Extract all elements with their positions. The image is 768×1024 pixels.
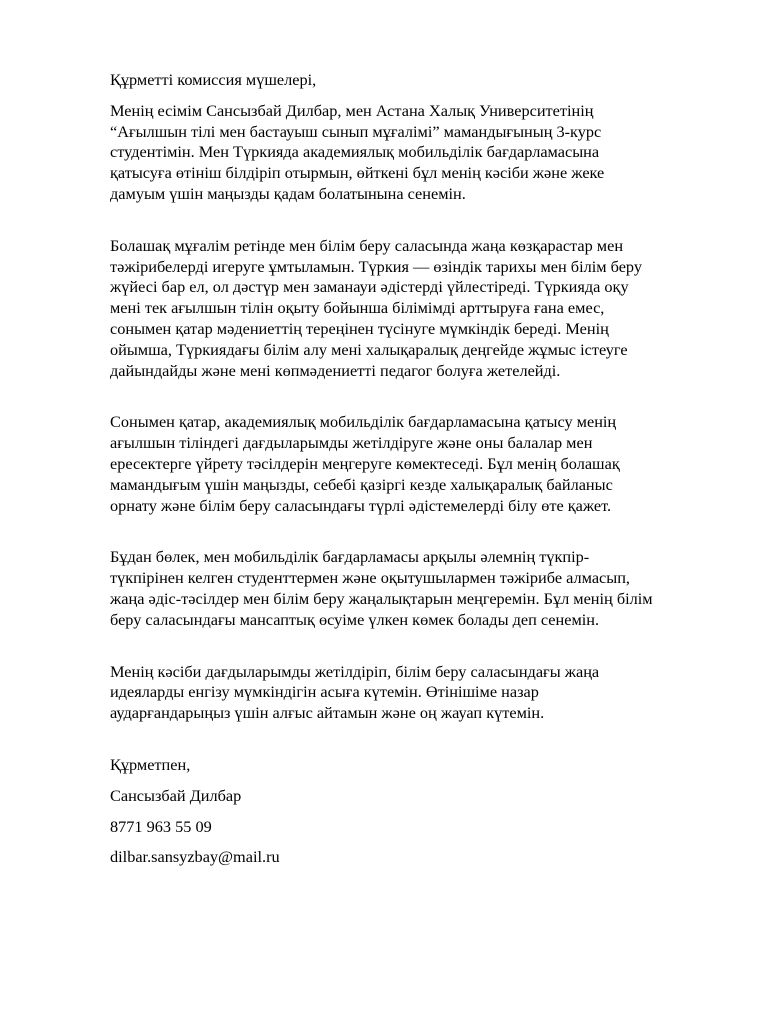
paragraph-2 [110,236,722,382]
paragraph-line: мамандығым үшін маңызды, себебі қазіргі кезде халықаралық байланыс [110,474,613,494]
paragraph-line: Сонымен қатар, академиялық мобильділік бағдарламасына қатысу менің [110,412,617,432]
paragraph-line: идеяларды енгізу мүмкіндігін асыға күтемін. Өтінішіме назар [110,682,539,702]
paragraph-spacer [110,631,722,662]
paragraph-line: ойымша, Түркиядағы білім алу мені халықаралық деңгейде жұмыс істеуге [110,339,628,359]
paragraph-line: мені тек ағылшын тілін оқыту бойынша білімімді арттыруға ғана емес, [110,298,605,318]
paragraph-line: ересектерге үйрету тәсілдерін меңгеруге көмектеседі. Бұл менің болашақ [110,453,620,473]
paragraph-line: “Ағылшын тілі мен бастауыш сынып мұғалімі” мамандығының 3-курс [110,121,602,141]
letter-page [110,70,722,868]
paragraph-line: дайындайды және мені көпмәдениетті педагог болуға жетелейді. [110,360,561,380]
paragraph-line: Бұдан бөлек, мен мобильділік бағдарламасы арқылы әлемнің түкпір- [110,547,590,567]
signature-name: Сансызбай Дилбар [110,785,242,805]
paragraph-line: орнату және білім беру саласындағы түрлі әдістемелерді білу өте қажет. [110,495,612,515]
paragraph-line: аударғандарыңыз үшін алғыс айтамын және оң жауап күтемін. [110,703,545,723]
signature-phone: 8771 963 55 09 [110,816,212,836]
closing-line: Құрметпен, [110,754,191,774]
paragraph-line: жаңа әдіс-тәсілдер мен білім беру жаңалықтарын меңгеремін. Бұл менің білім [110,588,653,608]
paragraph-line: ағылшын тіліндегі дағдыларымды жетілдіруге және оны балалар мен [110,433,593,453]
paragraph-line: қатысуға өтініш білдіріп отырмын, өйткені бұл менің кәсіби және жеке [110,163,605,183]
paragraph-line: дамуым үшін маңызды қадам болатынына сенемін. [110,183,466,203]
paragraph-line: беру саласындағы мансаптық өсуіме үлкен көмек болады деп сенемін. [110,609,600,629]
paragraph-spacer [110,381,722,412]
paragraph-1 [110,101,722,205]
paragraph-line: Болашақ мұғалім ретінде мен білім беру саласында жаңа көзқарастар мен [110,235,624,255]
salutation: Құрметті комиссия мүшелері, [110,70,317,89]
paragraph-line: тәжірибелерді игеруге ұмтыламын. Түркия — өзіндік тарихы мен білім беру [110,256,642,276]
paragraph-5 [110,662,722,724]
paragraph-line: студентімін. Мен Түркияда академиялық мобильділік бағдарламасына [110,142,600,162]
paragraph-spacer [110,724,722,755]
signature-email: dilbar.sansyzbay@mail.ru [110,847,280,867]
paragraph-line: сонымен қатар мәдениеттің тереңінен түсінуге мүмкіндік береді. Менің [110,318,609,338]
paragraph-line: Менің кәсіби дағдыларымды жетілдіріп, білім беру саласындағы жаңа [110,661,600,681]
paragraph-spacer [110,516,722,547]
paragraph-line: Менің есімім Сансызбай Дилбар, мен Астана Халық Университетінің [110,100,594,120]
paragraph-spacer [110,205,722,236]
paragraph-line: жүйесі бар ел, ол дәстүр мен заманауи әдістерді үйлестіреді. Түркияда оқу [110,277,629,297]
paragraph-4 [110,547,722,630]
paragraph-line: түкпірінен келген студенттермен және оқытушылармен тәжірибе алмасып, [110,568,630,588]
paragraph-3 [110,412,722,516]
